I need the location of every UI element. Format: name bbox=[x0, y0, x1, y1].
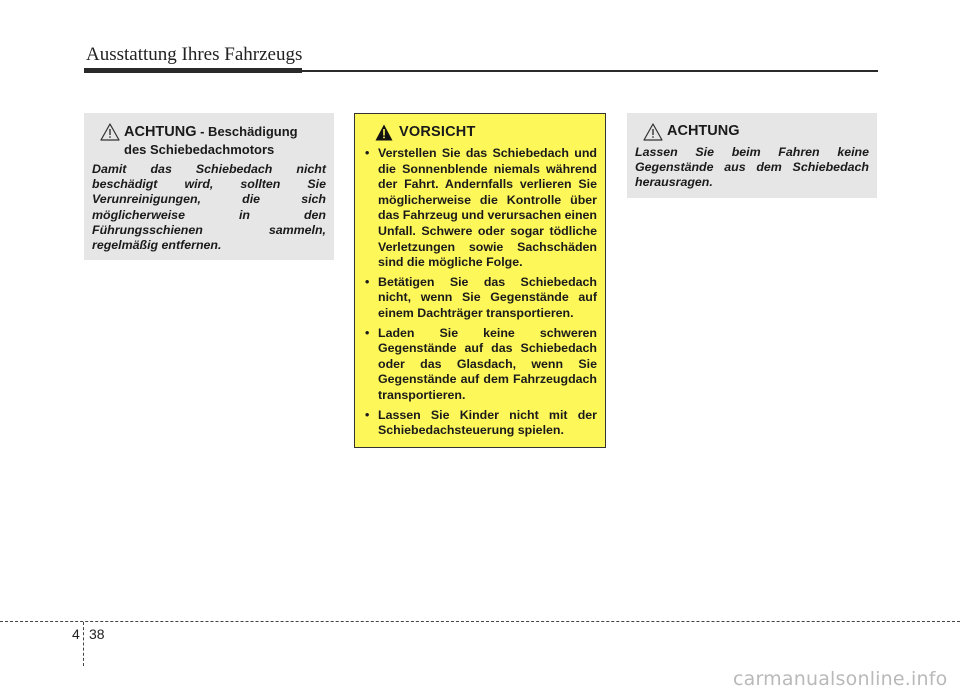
achtung-title-row bbox=[635, 123, 869, 141]
header-accent-bar bbox=[84, 68, 302, 73]
vorsicht-title-row bbox=[365, 124, 597, 141]
achtung-subject-line2: des Schiebedachmotors bbox=[124, 142, 275, 157]
vorsicht-title: VORSICHT bbox=[399, 124, 476, 140]
list-item: • Verstellen Sie das Schiebedach und die Sonnenblende niemals während der Fahrt. Andernfalls verlieren Sie möglicherweise die Kontrolle über das Fahrzeug und verursachen einen Unfall. Schwere oder sogar tödliche Verletzungen sowie Sachschäden sind die mögliche Folge. bbox=[365, 146, 597, 271]
list-item: • Laden Sie keine schweren Gegenstände auf das Schiebedach oder das Glasdach, wenn Sie Gegenstände auf dem Fahrzeugdach transportieren. bbox=[365, 326, 597, 404]
watermark: carmanualsonline.info bbox=[733, 668, 948, 690]
header-rule bbox=[302, 70, 878, 72]
vorsicht-box bbox=[354, 113, 606, 448]
achtung-motor-text: Damit das Schiebedach nicht beschädigt wird, sollten Sie Verunreinigungen, die sich möglicherweise in den Führungsschienen sammeln, regelmäßig entfernen. bbox=[92, 162, 326, 253]
warning-outline-icon bbox=[643, 123, 663, 141]
achtung-text: Lassen Sie beim Fahren keine Gegenstände aus dem Schiebedach herausragen. bbox=[635, 145, 869, 190]
achtung-title: ACHTUNG bbox=[667, 123, 740, 139]
list-item: • Lassen Sie Kinder nicht mit der Schiebedachsteuerung spielen. bbox=[365, 408, 597, 439]
achtung-motor-title bbox=[92, 123, 326, 141]
warning-solid-icon bbox=[375, 124, 393, 141]
achtung-motor-box bbox=[84, 113, 334, 260]
achtung-subject: - Beschädigung bbox=[196, 124, 298, 139]
footer-dashed-divider bbox=[83, 622, 84, 666]
warning-outline-icon bbox=[100, 123, 120, 141]
achtung-label: ACHTUNG bbox=[124, 124, 197, 140]
footer-dashed-rule bbox=[0, 621, 960, 622]
page-number: 38 bbox=[89, 626, 105, 642]
vorsicht-list bbox=[365, 146, 597, 439]
list-item: • Betätigen Sie das Schiebedach nicht, wenn Sie Gegenstände auf einem Dachträger transportieren. bbox=[365, 275, 597, 322]
achtung-box bbox=[627, 113, 877, 198]
page-header-title: Ausstattung Ihres Fahrzeugs bbox=[86, 44, 303, 65]
chapter-number: 4 bbox=[72, 626, 80, 642]
